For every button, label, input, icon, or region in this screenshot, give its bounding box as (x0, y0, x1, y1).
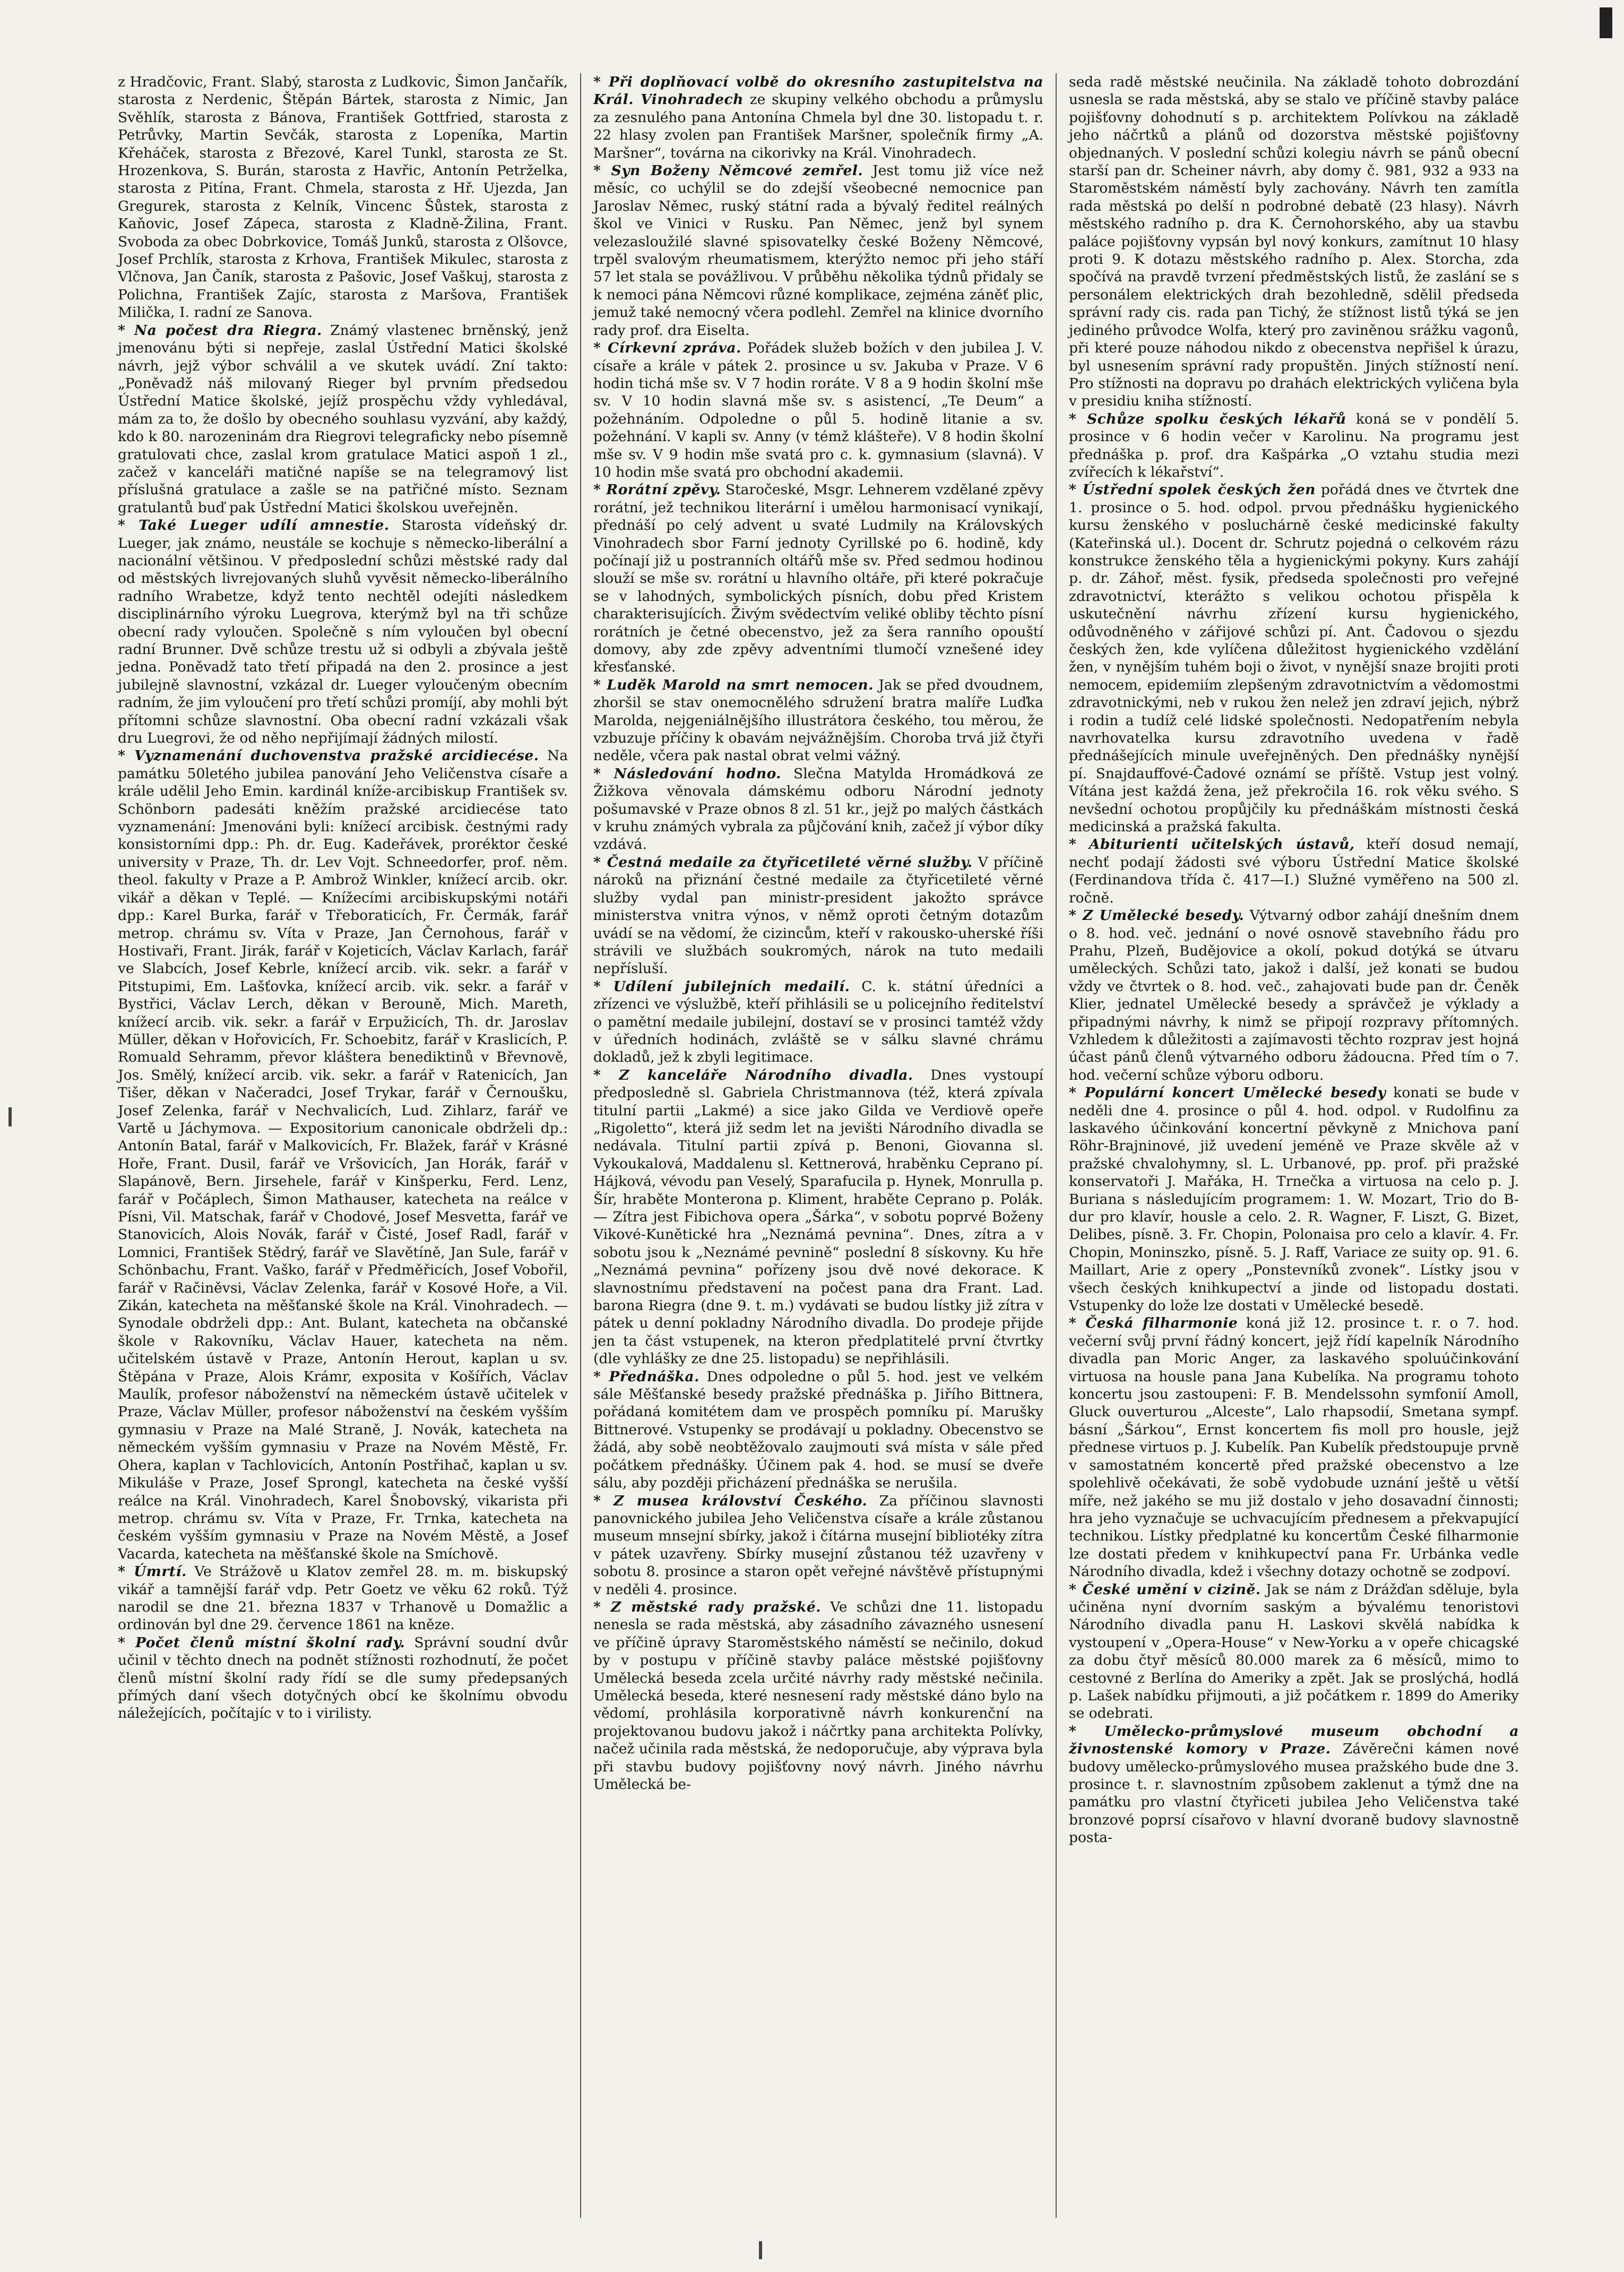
article-text: Za příčinou slavnosti panovnického jubilea Jeho Veličenstva císaře a krále zůstanou museum mnsejní sbírky, jakož i čítárna musejní bibliotéky zítra v pátek uzavřeny. Sbírky musejní zůstanou též uzavřeny v sobotu 8. prosince a staron opět veřejné návštěvě přístupnými v neděli 4. prosince. (593, 1492, 1043, 1598)
column-2 (588, 73, 1049, 2218)
bottom-mark (759, 2241, 762, 2259)
article-heading: * Přednáška. (593, 1368, 699, 1385)
article-text: Pořádek služeb božích v den jubilea J. V. císaře a krále v pátek 2. prosince u sv. Jakuba v Praze. V 6 hodin tichá mše sv. V 7 hodin roráte. V 8 a 9 hodin školní mše sv. V 10 hodin slavná mše sv. s asistencí, „Te Deum“ a požehnáním. Odpoledne o půl 5. hodině litanie a sv. požehnání. V kapli sv. Anny (v témž klášteře). V 8 hodin školní mše sv. V 9 hodin mše svatá pro c. k. gymnasium (slavná). V 10 hodin mše svatá pro obchodní akademii. (593, 340, 1043, 480)
article-heading: * Česká filharmonie (1069, 1315, 1238, 1332)
article-paragraph (118, 1634, 568, 1723)
article-paragraph (118, 747, 568, 1563)
article-heading: * Při doplňovací volbě do okresního zastupitelstva na Král. Vinohradech (593, 74, 1043, 108)
article-text: Ve Strážově u Klatov zemřel 28. m. m. biskupský vikář a tamnější farář vdp. Petr Goetz ve věku 62 roků. Týž narodil se dne 21. března 1837 v Trhanově u Domažlic a ordinován byl dne 29. července 1861 na kněze. (118, 1563, 568, 1633)
article-paragraph (1069, 907, 1519, 1084)
article-text: Jak se nám z Drážďan sděluje, byla učiněna nyní dvorním saským a bývalému tenoristovi Národního divadla panu H. Laskovi skvělá nabídka k vystoupení v „Opera-House“ v New-Yorku a v opeře chicagské za dobu čtyř měsíců 80.000 marek za 6 měsíců, mimo to cestovné z Berlína do Ameriky a zpět. Jak se proslýchá, hodlá p. Lašek nabídku přijmouti, a již počátkem r. 1899 do Ameriky se odebrati. (1069, 1581, 1519, 1722)
article-paragraph (118, 1563, 568, 1634)
article-text: Známý vlastenec brněnský, jenž jmenovánu býti si nepřeje, zaslal Ústřední Matici školské návrh, jejž výbor schválil a ve skutek uvádí. Zní takto: „Poněvadž náš milovaný Rieger byl prvním předsedou Ústřední Matice školské, jejíž prospěchu vždy vyhledával, mám za to, že došlo by obecného souhlasu vyzvání, aby každý, kdo k 80. narozeninám dra Riegrovi telegraficky nebo písemně gratulovati chce, zaslal krom gratulace Matici aspoň 1 zl., začež v kanceláři matičné napíše se na telegramový list příslušná gratulace a zašle se na patřičné místo. Seznam gratulantů buď pak Ústřední Matici školskou uveřejněn. (118, 322, 568, 516)
article-paragraph (593, 854, 1043, 978)
article-heading: * Z kanceláře Národního divadla. (593, 1066, 913, 1083)
article-paragraph (593, 1368, 1043, 1492)
article-text: koná již 12. prosince t. r. o 7. hod. večerní svůj první řádný koncert, jejž řídí kapelník Národního divadla pan Moric Anger, za laskavého spoluúčinkování virtuosa na housle pana Jana Kubelíka. Na programu tohoto koncertu jsou zastoupeni: F. B. Mendelssohn symfonií Amoll, Gluck ouverturou „Alceste“, Lalo rhapsodií, Smetana sympf. básní „Šárkou“, Ernst koncertem fis moll pro housle, jejž přednese virtuos p. J. Kubelík. Pan Kubelík předstoupuje prvně v samostatném koncertě před pražské obecenstvo a lze spolehlivě očekávati, že sobě vydobude uznání ještě u větší míře, než jakého se mu již dostalo v jeho dosavadní činnosti; hra jeho vyznačuje se uchvacujícím přednesem a překvapující technikou. Lístky předplatné ku koncertům České filharmonie lze dostati předem v knihkupectví pana Fr. Urbánka vedle Národního divadla, kdež i všechny dotazy ochotně se zodpoví. (1069, 1315, 1519, 1580)
article-paragraph (593, 1598, 1043, 1793)
article-text: Jak se před dvoudnem, zhoršil se stav onemocnělého sdružení bratra malíře Luďka Marolda, nejgeniálnějšího illustrátora českého, tou měrou, že vzbuzuje příčiny k obavám nejvážnějším. Choroba trvá již čtyři neděle, včera pak nastal obrat velmi vážný. (593, 676, 1043, 764)
article-paragraph (593, 1066, 1043, 1368)
article-text: z Hradčovic, Frant. Slabý, starosta z Ludkovic, Šimon Jančařík, starosta z Nerdenic, Štěpán Bártek, starosta z Nimic, Jan Svěhlík, starosta z Bánova, František Gottfried, starosta z Petrůvky, Martin Sevčák, starosta z Lopeníka, Martin Křeháček, starosta z Březové, Karel Tunkl, starosta ze St. Hrozenkova, S. Burán, starosta z Havřic, Antonín Petrželka, starosta z Pitína, Frant. Chmela, starosta z Hř. Ujezda, Jan Gregurek, starosta z Kelník, Vincenc Šůstek, starosta z Kaňovic, Josef Zápeca, starosta z Kladně-Žilina, Frant. Svoboda za obec Dobrkovice, Tomáš Junků, starosta z Olšovce, Josef Prchlík, starosta z Krhova, František Mikulec, starosta z Vlčnova, Jan Čaník, starosta z Pašovic, Josef Vaškuj, starosta z Polichna, František Zajíc, starosta z Maršova, František Milička, I. radní ze Sanova. (118, 74, 568, 321)
article-paragraph (593, 676, 1043, 765)
article-paragraph (593, 339, 1043, 481)
article-paragraph (118, 322, 568, 517)
article-heading: * Luděk Marold na smrt nemocen. (593, 676, 874, 693)
article-heading: * Vyznamenání duchovenstva pražské arcidiecése. (118, 747, 539, 764)
article-text: C. k. státní úředníci a zřízenci ve výslužbě, kteří přihlásili se u policejního ředitelství o pamětní medaile jubilejní, dostaví se v prosinci tamtéž vždy v úředních hodinách, zvláště se v sálku slavné chrámu dokladů, jež k zbyli legitimace. (593, 978, 1043, 1066)
article-text: Staročeské, Msgr. Lehnerem vzdělané zpěvy rorátní, jež technikou literární i umělou harmonisací vynikají, přednáší po celý advent u svaté Ludmily na Královských Vinohradech sbor Farní jednoty Cyrillské po 6. hodině, kdy počínají již u postranních oltářů mše sv. Před sedmou hodinou slouží se mše sv. rorátní u hlavního oltáře, při které pokračuje se v lahodných, symbolických písních, dobu před Kristem charakterisujících. Živým svědectvím veliké obliby těchto písní rorátních je četné obecenstvo, jež za šera ranního opouští domovy, aby zde zpěvy adventními tlumočí vznešené idey křesťanské. (593, 481, 1043, 676)
article-paragraph (1069, 73, 1519, 410)
page-edge-mark (1600, 7, 1612, 38)
article-paragraph (1069, 836, 1519, 907)
article-paragraph (593, 765, 1043, 854)
article-heading: * Schůze spolku českých lékařů (1069, 410, 1346, 427)
article-text: Dnes vystoupí předposledně sl. Gabriela Christmannova (též, která zpívala titulní partii „Lakmé) a sice jako Gilda ve Verdiově opeře „Rigoletto“, která již sedm let na jevišti Národního divadla se nedávala. Titulní partii zpívá p. Benoni, Giovanna sl. Vykoukalová, Maddalenu sl. Kettnerová, hraběnku Ceprano pí. Hájková, vévodu pan Veselý, Sparafucila p. Hynek, Monrulla p. Šír, hraběte Monterona p. Kliment, hraběte Ceprano p. Polák. — Zítra jest Fibichova opera „Šárka“, v sobotu poprvé Boženy Vikové-Kunětické hra „Neznámá pevnina“. Dnes, zítra a v sobotu jsou k „Neznámé pevnině“ poslední 8 sískovny. Ku hře „Neznámá pevnina“ pořízeny jsou dvě nové dekorace. K slavnostnímu představení na počest pana dra Frant. Lad. barona Riegra (dne 9. t. m.) vydávati se budou lístky již zítra v pátek u denní pokladny Národního divadla. Do prodeje přijde jen ta část vstupenek, na kteron předplatitelé první čtvrtky (dle vyhlášky ze dne 25. listopadu) se nepřihlásili. (593, 1066, 1044, 1367)
article-heading: * Úmrtí. (118, 1563, 187, 1580)
article-text: Dnes odpoledne o půl 5. hod. jest ve velkém sále Měšťanské besedy pražské přednáška p. Jiřího Bittnera, pořádaná komitétem dam ve prospěch pomníku pí. Marušky Bittnerové. Vstupenky se prodávají u pokladny. Obecenstvo se žádá, aby sobě neobtěžovalo zaujmouti svá místa v sále před počátkem přednášky. Účinem pak 4. hod. se musí se dveře sálu, aby později přicházení přednáška se nerušila. (593, 1368, 1043, 1492)
article-paragraph (1069, 1723, 1519, 1847)
article-text: Správní soudní dvůr učinil v těchto dnech na podnět stížnosti rozhodnutí, že počet členů místní školní rady řídí se dle sumy předepsaných přímých daní všech dotyčných obcí ke školnímu obvodu náležejících, počítajíc v to i virilisty. (118, 1634, 568, 1722)
article-heading: * Syn Boženy Němcové zemřel. (593, 162, 863, 179)
article-text: ze skupiny velkého obchodu a průmyslu za zesnulého pana Antonína Chmela byl dne 30. listopadu t. r. 22 hlasy zvolen pan František Maršner, společník firmy „A. Maršner“, továrna na cikorivky na Král. Vinohradech. (593, 91, 1043, 161)
article-text: Ve schůzi dne 11. listopadu nenesla se rada městská, aby zásadního závazného usnesení ve příčině úpravy Staroměstského náměstí se nečinilo, dokud by v postupu v příčině stavby paláce městské pojišťovny Umělecká beseda zcela určité návrhy rady městské nečinila. Umělecká beseda, které nesnesení rady městské dáno bylo na vědomí, prohlásila korporativně návrh konkurenční na projektovanou budovu jakož i náčrtky pana architekta Polívky, načež učinila rada městská, že nedoporučuje, aby výprava byla při stavbu budovy pojišťovny nový návrh. Jiného návrhu Umělecká be- (593, 1598, 1043, 1793)
article-text: Jest tomu již více než měsíc, co uchýlil se do zdejší všeobecné nemocnice pan Jaroslav Němec, ruský státní rada a bývalý ředitel reálných škol ve Vinici v Rusku. Pan Němec, jenž byl synem velezasloužilé slavné spisovatelky české Boženy Němcové, trpěl svalovým rheumatismem, kterýžto nemoc při jeho stáří 57 let stala se povážlivou. V průběhu několika týdnů přidaly se k nemoci pána Němcovi různé komplikace, zejména záněť plic, jemuž také nemocný včera podlehl. Zemřel na klinice dvorního rady prof. dra Eiselta. (593, 162, 1043, 339)
article-paragraph (593, 978, 1043, 1066)
article-heading: * České umění v cizině. (1069, 1581, 1261, 1598)
margin-mark (8, 1107, 12, 1126)
article-text: V příčině nároků na přiznání čestné medaile za čtyřicetileté věrné služby vydal pan ministr-president jakožto správce ministerstva vnitra výnos, v němž oproti četným dotazům uvádí se na vědomí, že cizincům, kteří v rakousko-uherské říši strávili ve službách soukromých, nárok na tuto medaili nepřísluší. (593, 854, 1043, 977)
article-heading: * Abiturienti učitelských ústavů, (1069, 836, 1355, 853)
article-text: koná se v pondělí 5. prosince v 6 hodin večer v Karolinu. Na programu jest přednáška p. prof. dra Kašpárka „O vztahu studia mezi zvířecích k lékařství“. (1069, 410, 1519, 480)
article-paragraph (593, 73, 1043, 162)
article-paragraph (1069, 1314, 1519, 1580)
article-text: pořádá dnes ve čtvrtek dne 1. prosince o 5. hod. odpol. prvou přednášku hygienického kursu ženského v posluchárně české medicinské fakulty (Kateřinská ul.). Docent dr. Schrutz pojedná o celkovém rázu konstrukce ženského těla a hygienickými pokyny. Kurs zahájí p. dr. Záhoř, měst. fysik, předseda společnosti pro veřejné zdravotnictví, kterážto s velikou ochotou přispěla k uskutečnění návrhu zřízení kursu hygienického, odůvodněného v zářijové schůzi pí. Ant. Čadovou o sjezdu českých žen, kde vylíčena důležitost hygienického vzdělání žen, v nynějším tuhém boji o život, v nynější snaze brojiti proti nemocem, epidemiím zlepšeným zdravotnictvím a vědomostmi zdravotnickými, neb v rukou žen nelež jen zdraví jejich, nýbrž i rodin a tudíž celé lidské společnosti. Nedopatřením nebyla navrhovatelka kursu zdravotního uvedena v řadě přednášejících minule uveřejněných. Den přednášky nynější pí. Snajdauffové-Čadové oznámí se příště. Vstup jest volný. Vítána jest každá žena, jež překročila 16. rok věku svého. S nevšední ochotou propůjčily ku přednáškám místnosti česká medicinská a pražská fakulta. (1069, 481, 1519, 836)
article-text: Slečna Matylda Hromádková ze Žižkova věnovala dámskému odboru Národní jednoty pošumavské v Praze obnos 8 zl. 51 kr., jejž po malých částkách v kruhu známých vybrala za půjčování knih, začež jí výbor díky vzdává. (593, 765, 1043, 853)
article-heading: * Z městské rady pražské. (593, 1598, 821, 1615)
column-1 (113, 73, 573, 2218)
article-paragraph (593, 481, 1043, 676)
article-heading: * Církevní zpráva. (593, 340, 741, 357)
article-text: Závěrečni kámen nové budovy umělecko-průmyslového musea pražského bude dne 3. prosince t. r. slavnostním způsobem zaklenut a týmž dne na památku pro vlastní čtyřiceti jubilea Jeho Veličenstva také bronzové poprsí císařovo v hlavní dvoraně budovy slavnostně posta- (1069, 1741, 1519, 1846)
article-heading: * Umělecko-průmyslové museum obchodní a živnostenské komory v Praze. (1069, 1723, 1519, 1758)
column-rule (1049, 73, 1064, 2218)
article-heading: * Rorátní zpěvy. (593, 481, 721, 498)
article-paragraph (118, 73, 568, 322)
article-heading: * Následování hodno. (593, 765, 782, 782)
article-paragraph (593, 1492, 1043, 1598)
article-text: Na památku 50letého jubilea panování Jeho Veličenstva císaře a krále udělil Jeho Emin. kardinál kníže-arcibiskup František sv. Schönborn padesáti kněžím pražské arcidiecése tato vyznamenání: Jmenováni byli: knížecí arcibisk. čestnými rady konsistorními dpp.: Ph. dr. Eug. Kadeřávek, proréktor české university v Praze, Th. dr. Lev Vojt. Schneedorfer, prof. něm. theol. fakulty v Praze a P. Ambrož Winkler, knížecí arcib. okr. vikář a děkan v Teplé. — Knížecími arcibiskupskými notáři dpp.: Karel Burka, farář v Třeboraticích, Fr. Čermák, farář metrop. chrámu sv. Víta v Praze, Jan Černohous, farář v Hostivaři, Frant. Jirák, farář v Kojeticích, Václav Karlach, farář ve Slabcích, Josef Kebrle, knížecí arcib. vik. sekr. a farář v Pitstupimi, Em. Lašťovka, knížecí arcib. vik. sekr. a farář v Bystřici, Václav Lerch, děkan v Berouně, Mich. Mareth, knížecí arcib. vik. sekr. a farář v Erpužicích, Th. dr. Jaroslav Müller, děkan v Hořovicích, Fr. Schoebitz, farář v Kraslicích, P. Romuald Sehramm, převor kláštera benediktinů v Břevnově, Jos. Smělý, knížecí arcib. vik. sekr. a farář v Ratenicích, Jan Tišer, děkan v Načeradci, Josef Trykar, farář v Černoušku, Josef Zelenka, farář v Nechvalicích, Lud. Zihlarz, farář ve Vartě u Jáchymova. — Expositorium canonicale obdrželi dp.: Antonín Batal, farář v Malkovicích, Fr. Blažek, farář v Krásné Hoře, Frant. Dusil, farář ve Vršovicích, Jan Horák, farář v Slapánově, Bern. Jirsehele, farář v Kinšperku, Ferd. Lenz, farář v Počáplech, Šimon Mathauser, katecheta na reálce v Písni, Vil. Matschak, farář v Chodové, Josef Mesvetta, farář ve Stanovicích, Alois Novák, farář v Čisté, Josef Radl, farář v Lomnici, František Stědrý, farář ve Slavětíně, Jan Sule, farář v Schönbachu, Frant. Vaško, farář v Předměřicích, Josef Vobořil, farář v Račiněvsi, Václav Zelenka, farář v Kosové Hoře, a Vil. Zikán, katecheta na měšťanské škole na Král. Vinohradech. — Synodale obdrželi dpp.: Ant. Bulant, katecheta na občanské škole v Rakovníku, Václav Hauer, katecheta na něm. učitelském ústavě v Praze, Antonín Herout, kaplan u sv. Štěpána v Praze, Alois Krámr, exposita v Košířích, Václav Maulík, profesor náboženství na německém ústavě učitelek v Praze, Václav Müller, profesor náboženství na českém vyšším gymnasiu v Praze na Malé Straně, J. Novák, katecheta na německém vyšším gymnasiu v Praze na Novém Městě, Fr. Ohera, kaplan v Tachlovicích, Antonín Postřihač, kaplan u sv. Mikuláše v Praze, Josef Sprongl, katecheta na české vyšší reálce na Král. Vinohradech, Karel Šnobovský, vikarista při metrop. chrámu sv. Víta v Praze, Fr. Trnka, katecheta na českém vyšším gymnasiu v Praze na Novém Městě, a Josef Vacarda, katecheta na měšťanské škole na Smíchově. (118, 747, 568, 1562)
article-heading: * Také Lueger udílí amnestie. (118, 517, 390, 534)
article-text: kteří dosud nemají, nechť podají žádosti své výboru Ústřední Matice školské (Ferdinandova třída č. 417—I.) Služné vyměřeno na 500 zl. ročně. (1069, 836, 1519, 906)
article-heading: * Z musea království Českého. (593, 1492, 868, 1509)
article-text: seda radě městské neučinila. Na základě tohoto dobrozdání usnesla se rada městská, aby se stalo ve příčině stavby paláce pojišťovny dohodnutí s p. architektem Polívkou na základě jeho náčrtků a plánů od dozorstva městské pojišťovny objednaných. V poslední schůzi kolegiu návrh se pánů obecní starší pan dr. Scheiner návrh, aby domy č. 981, 932 a 933 na Staroměstském náměstí byly zachovány. Návrh ten zamítla rada městská po delší n podrobné debatě (23 hlasy). Návrh městského radního p. dra K. Černohorského, aby ua stavbu paláce pojišťovny vypsán byl nový konkurs, zamítnut 10 hlasy proti 9. K dotazu městského radního p. Alex. Storcha, zda spočívá na pravdě tvrzení předměstských listů, že zaslání se s personálem elektrických drah bezohledně, sdělil předseda správní rady cis. rada pan Tichý, že stížnost listů týká se jen jediného průvodce Wolfa, který pro zaviněnou srážku vagonů, při které pouze náhodou nikdo z obecenstva nepřišel k úrazu, byl usnesením správní rady propuštěn. Jiných stížností není. Pro stížnosti na dopravu po drahách elektrických vyličena byla v presidiu kniha stížností. (1069, 74, 1519, 410)
article-paragraph (593, 162, 1043, 339)
article-heading: * Počet členů místní školní rady. (118, 1634, 405, 1651)
article-heading: * Populární koncert Umělecké besedy (1069, 1085, 1386, 1101)
article-heading: * Z Umělecké besedy. (1069, 907, 1245, 924)
article-text: Starosta vídeňský dr. Lueger, jak známo, neustále se kochuje s německo-liberální a nacionální většinou. V předposlední schůzi městské rady dal od městských livrejovaných sluhů vyvěsit německo-liberálního radního Wrabetze, když tento nechtěl odejíti následkem disciplinárního výroku Luegrova, kterýmž byl na tři schůze obecní rady vyloučen. Společně s ním vyloučen byl obecní radní Brunner. Dvě schůze trestu už si odbyli a zbývala ještě jedna. Poněvadž tato třetí připadá na den 2. prosince a jest jubilejně slavnostní, vzkázal dr. Lueger vyloučeným obecním radním, že jim vyloučení pro třetí schůzi promíjí, aby mohli být přítomni schůze slavnostní. Oba obecní radní vzkázali však dru Luegrovi, že od něho nepřijímají žádných milostí. (118, 517, 568, 747)
article-paragraph (118, 517, 568, 747)
article-heading: * Na počest dra Riegra. (118, 322, 322, 339)
article-text: Výtvarný odbor zahájí dnešním dnem o 8. hod. več. jednání o nové osnově stavebního řádu pro Prahu, Plzeň, Budějovice a okolí, pokud dotýká se útvaru uměleckých. Schůzi tato, jakož i další, jež konati se budou vždy ve čtvrtek o 8. hod. več., zahajovati bude pan dr. Čeněk Klier, jednatel Umělecké besedy a správčež je výklady a připadnými návrhy, k nimž se připojí rozpravy přítomných. Vzhledem k důležitosti a zajímavosti těchto rozprav jest hojná účast pánů členů výtvarného odboru žádoucna. Před tím o 7. hod. večerní schůze výboru odboru. (1069, 907, 1519, 1083)
article-paragraph (1069, 410, 1519, 481)
column-rule (573, 73, 588, 2218)
article-paragraph (1069, 481, 1519, 836)
article-heading: * Čestná medaile za čtyřicetileté věrné služby. (593, 854, 973, 871)
article-heading: * Ústřední spolek českých žen (1069, 481, 1316, 498)
article-paragraph (1069, 1084, 1519, 1314)
column-3 (1064, 73, 1524, 2218)
newspaper-page (113, 73, 1524, 2218)
article-heading: * Udílení jubilejních medailí. (593, 978, 850, 995)
article-text: konati se bude v neděli dne 4. prosince o půl 4. hod. odpol. v Rudolfinu za laskavého účinkování koncertní pěvkyně z Mnichova paní Röhr-Brajninové, již uvedení jeméně ve Praze skvěle až v pražské chvalohymny, sl. L. Urbanové, pp. prof. při pražské konservatoři J. Mařáka, H. Trnečka a virtuosa na celo p. J. Buriana s následujícím programem: 1. W. Mozart, Trio do B-dur pro klavír, housle a celo. 2. R. Wagner, F. Liszt, G. Bizet, Delibes, písně. 3. Fr. Chopin, Polonaisa pro celo a klavír. 4. Fr. Chopin, Moninszko, písně. 5. J. Raff, Variace ze suity op. 91. 6. Maillart, Arie z opery „Ponstevníků zvonek“. Lístky jsou v všech českých knihkupectví a jinde od listopadu dostati. Vstupenky do lože lze dostati v Umělecké besedě. (1069, 1085, 1519, 1314)
article-paragraph (1069, 1581, 1519, 1723)
